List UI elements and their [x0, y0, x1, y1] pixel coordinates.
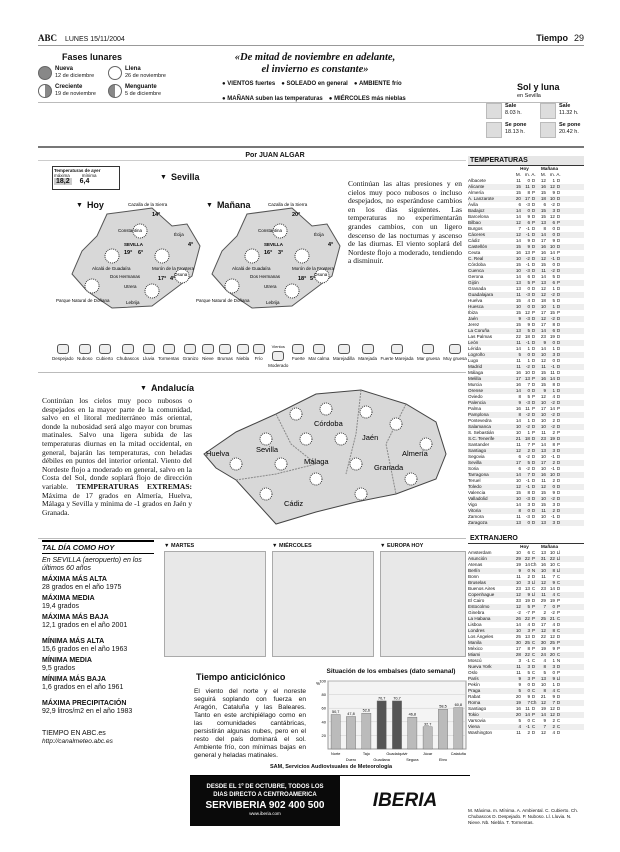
wind-moderate-icon: [272, 351, 284, 361]
extranjero-row: Berlín 9 0 N 10 8 Ll: [468, 568, 584, 574]
reservoir-chart: [312, 668, 470, 774]
temps-row: Barcelona 14 9 D 15 12 D: [468, 214, 561, 219]
chart-bar: [454, 708, 463, 749]
x-category-label: Guadiana: [373, 758, 390, 762]
bar-value-label: 50,7: [331, 710, 340, 715]
phase-name: Creciente: [55, 84, 83, 90]
svg-text:Écija: Écija: [314, 232, 324, 237]
x-category-label: Júcar: [423, 752, 433, 756]
showers-icon: [122, 344, 134, 354]
svg-text:Parque Natural de Doñana: Parque Natural de Doñana: [196, 298, 250, 303]
temps-row: Badajoz 14 0 D 15 3 D: [468, 208, 584, 214]
extranjero-row: La Habana 26 22 P 25 21 C: [468, 616, 584, 622]
bar-value-label: 58,5: [439, 704, 447, 709]
extranjero-row: Praga 5 0 C 8 4 C: [468, 688, 584, 694]
temps-row: Palencia 9 -3 D 10 -2 D: [468, 400, 584, 406]
legend-marejadilla: Marejadilla: [333, 344, 355, 368]
svg-text:Morón de la Frontera: Morón de la Frontera: [292, 266, 335, 271]
svg-text:Osuna: Osuna: [174, 272, 188, 277]
svg-text:Cazalla de la Sierra: Cazalla de la Sierra: [268, 202, 308, 207]
extranjero-row: Moscú 3 -1 C 4 1 N: [468, 658, 561, 663]
new-moon-icon: [38, 66, 52, 80]
city-cadiz: Cádiz: [284, 499, 304, 508]
chart-bar: [331, 715, 340, 749]
extranjero-row: Varsovia 5 0 C 9 2 C: [468, 718, 561, 723]
first-quarter-moon-icon: [38, 84, 52, 98]
temps-row: Alicante 15 11 D 16 12 D: [468, 184, 584, 190]
x-category-label: Norte: [331, 752, 341, 756]
extranjero-row: Estocolmo 12 5 P 7 0 P: [468, 604, 584, 610]
temps-row: Vigo 14 3 D 15 3 D: [468, 502, 561, 507]
svg-text:Lebrija: Lebrija: [126, 300, 140, 305]
svg-text:19°: 19°: [124, 250, 133, 256]
temps-row: Toledo 12 -1 D 12 0 D: [468, 484, 584, 490]
section-divider: [38, 146, 584, 148]
extranjero-row: El Cairo 33 19 D 29 19 P: [468, 598, 561, 603]
temps-row: Gerona 14 6 D 14 5 D: [468, 274, 561, 279]
legend-fuerte-marejada: Fuerte Marejada: [380, 344, 413, 368]
temps-row: Orense 14 0 D 9 1 D: [468, 388, 584, 394]
extranjero-row: Viena 4 -1 C 7 2 C: [468, 724, 584, 730]
extranjero-row: Roma 19 7 Ch 12 7 D: [468, 700, 584, 706]
phase-date: 12 de diciembre: [55, 73, 95, 79]
chart-svg: [312, 675, 470, 771]
iberia-logo: IBERIA: [372, 789, 438, 811]
history-panel: TAL DÍA COMO HOY En SEVILLA (aeropuerto) en los últimos 60 años MÁXIMA MÁS ALTA 28 grados en el año 1975 MÁXIMA MEDIA 19,4 grados MÁXIMA MÁS BAJA 12,1 grados en el año 2001 MÍNIMA MÁS ALTA 15,6 grados en el año 1963 MÍNIMA MEDIA 9,5 grados MÍNIMA MÁS BAJA 1,6 grados en el año 1961 MÁXIMA PRECIPITACIÓN 92,9 litros/m2 en el año 1983 TIEMPO EN ABC.es http://canalmeteo.abc.es: [42, 540, 154, 746]
extranjero-row: Amsterdam 10 6 C 13 10 Ll: [468, 550, 561, 555]
bar-value-label: 47,8: [347, 711, 355, 716]
martes-title: ▼ MARTES: [164, 543, 195, 549]
city-almeria: Almería: [402, 449, 428, 458]
svg-text:20°: 20°: [292, 212, 301, 218]
svg-text:SEVILLA: SEVILLA: [124, 242, 144, 247]
sea-light-icon: [338, 344, 350, 354]
phase-name: Llena: [125, 66, 141, 72]
svg-text:17°: 17°: [158, 276, 167, 282]
x-category-label: Ebro: [438, 758, 448, 762]
full-moon-icon: [108, 66, 122, 80]
svg-text:5°: 5°: [310, 276, 316, 282]
fog-icon: [237, 344, 249, 354]
svg-text:SEVILLA: SEVILLA: [264, 242, 284, 247]
legend-frio: Frío: [253, 344, 265, 368]
miercoles-map: [272, 551, 374, 657]
temps-row: Jerez 15 9 D 17 8 D: [468, 322, 561, 327]
temps-row: Ávila 6 -3 D 6 -2 D: [468, 202, 561, 207]
legend-moderado: Vientos Moderado: [268, 344, 289, 368]
extranjero-row: Buenos Aires 23 13 C 23 14 D: [468, 586, 561, 591]
andalucia-map: [196, 384, 462, 538]
today-label: ▼ Hoy: [76, 200, 104, 210]
svg-text:18°: 18°: [298, 276, 307, 282]
y-tick-label: 60: [321, 705, 326, 711]
x-category-label: Tajo: [362, 752, 370, 756]
temps-row: Cádiz 14 9 D 17 9 D: [468, 238, 561, 243]
byline: Por JUAN ALGAR: [245, 152, 305, 159]
sea-calm-icon: [313, 344, 325, 354]
andalucia-title: ▼ Andalucía: [140, 383, 194, 393]
extranjero-row: Tokio 20 14 P 14 12 D: [468, 712, 584, 718]
temps-row: Albacete 11 0 D 12 1 D: [468, 178, 561, 183]
extranjero-row: París 9 3 P 13 9 Ll: [468, 676, 584, 682]
temps-row: Huelva 15 4 D 18 5 D: [468, 298, 561, 303]
svg-text:Parque Natural de Doñana: Parque Natural de Doñana: [56, 298, 110, 303]
sunset-icon: [486, 122, 502, 138]
svg-text:4°: 4°: [188, 242, 194, 248]
sunrise-box: Sale 8.03 h.: [486, 103, 534, 119]
moon-phase-menguante: [108, 84, 193, 98]
extranjero-row: México 17 8 P 19 9 P: [468, 646, 561, 651]
legend-mar-calma: Mar calma: [308, 344, 329, 368]
bar-value-label: 46,8: [408, 712, 417, 717]
phase-name: Menguante: [125, 84, 157, 90]
anticyclone-title: Tiempo anticiclónico: [196, 672, 286, 682]
svg-text:Constantina: Constantina: [118, 228, 143, 233]
legend-mar-gruesa: Mar gruesa: [417, 344, 440, 368]
sevilla-maps: [52, 196, 342, 336]
extranjero-row: Oslo 11 5 C 5 0 P: [468, 670, 561, 675]
sevilla-title: ▼ Sevilla: [160, 172, 200, 182]
web-label: TIEMPO EN ABC.es: [42, 730, 106, 737]
chart-title: Situación de los embalses (dato semanal): [326, 668, 456, 675]
temperatures-table: TEMPERATURAS Hoy Mañana M. m. A. M. m. A. Albacete 11 0 D 12 1 D Alicante 15 11 D 16 12 D Almería 15 8 P 15 9 D A. Lanzarote 20 17 D 18 10 D Ávila 6 -3 D 6 -2 D Badajoz 14 0 D 15 3 D Barcelona 14 9 D 15 12 D Bilbao 12 6 P 13 6 P Burgos 7 -1 D 8 0 D Cáceres 12 -1 D 14 0 D Cádiz 14 9 D 17 9 D Castellón 15 9 D 16 10 D Ceuta 16 13 P 16 14 P C. Real 10 -2 D 12 -1 D Córdoba 15 -1 D 15 0 D Cuenca 10 -3 D 11 -2 D Gerona 14 6 D 14 5 D Gijón 13 5 P 13 6 P Granada 13 0 D 12 1 D Guadalajara 11 -3 D 12 -2 D Huelva 15 4 D 18 5 D Huesca 10 0 D 10 1 D Ibiza 15 12 P 17 15 P Jaén 9 -3 D 12 -2 D Jerez 15 9 D 17 8 D La Coruña 13 5 D 14 6 D Las Palmas 22 18 D 23 19 D León 11 -1 D 9 0 D Lérida 14 1 D 14 1 D Logroño 5 0 D 10 3 D Lugo 11 1 D 12 0 D Madrid 11 -2 D 11 -1 D Málaga 16 10 D 15 11 D Melilla 17 13 P 16 14 D Murcia 16 7 D 15 8 D Orense 14 0 D 9 1 D Oviedo 8 5 P 12 4 D Palencia 9 -3 D 10 -2 D Palma 16 11 P 17 14 P Pamplona 8 -2 D 10 -2 D Pontevedra 14 1 D 10 2 D Salamanca 10 -2 D 10 -2 D S. Sebastián 10 1 P 11 2 P S.C. Tenerife 21 18 D 23 19 D Santander 11 7 P 14 8 P Santiago 12 2 D 13 3 D Segovia 6 -2 D 10 -1 D Sevilla 17 5 D 17 2 D Soria 6 -2 D 10 -1 D Tarragona 14 7 D 16 10 D Teruel 10 -1 D 11 2 D Toledo 12 -1 D 12 0 D Valencia 15 8 D 15 9 D Valladolid 10 -3 D 10 -2 D Vigo 14 3 D 15 3 D Vitoria 8 0 D 11 2 D Zamora 11 -3 D 10 -1 D Zaragoza 13 0 D 13 3 D EXTRANJERO Hoy Mañana Amsterdam 10 6 C 13 10 Ll Asunción 29 22 P 31 22 Ll Atenas 19 14 Ch 16 10 C Berlín 9 0 N 10 8 Ll Bonn 11 2 D 11 7 C Bruselas 10 3 Ll 12 9 C Buenos Aires 23 13 C 23 14 D Copenhague 12 9 Ll 11 4 C El Cairo 33 19 D 29 19 P Estocolmo 12 5 P 7 0 P Ginebra -2 -7 P 2 -2 P La Habana 26 22 P 25 21 C Lisboa 14 4 D 17 4 D Londres 10 3 P 12 8 C Los Ángeles 25 13 D 22 12 D Manila 30 25 C 30 25 P México 17 8 P 19 9 P Miami 28 22 C 24 20 C Moscú 3 -1 C 4 1 N Nueva York 11 3 D 8 3 D Oslo 11 5 C 5 0 P París 9 3 P 13 9 Ll Pekín 9 0 D 10 1 D Praga 5 0 C 8 4 C Rabat 20 9 D 21 9 D Roma 19 7 Ch 12 7 D Santiago 16 11 D 19 12 D Tokio 20 14 P 14 12 D Varsovia 5 0 C 9 2 C Viena 4 -1 C 7 2 C Washington 11 2 D 12 4 D: [468, 156, 584, 736]
page-header: [38, 34, 584, 46]
temps-row: Valencia 15 8 D 15 9 D: [468, 490, 561, 495]
chart-bar: [392, 701, 401, 749]
chart-bar: [438, 709, 447, 749]
temps-row: Córdoba 15 -1 D 15 0 D: [468, 262, 561, 267]
sea-rough-icon: [391, 344, 403, 354]
svg-text:Lebrija: Lebrija: [266, 300, 280, 305]
temps-col-header: M. m. A. M. m. A.: [515, 172, 561, 177]
extranjero-row: Asunción 29 22 P 31 22 Ll: [468, 556, 584, 562]
extranjero-row: Pekín 9 0 D 10 1 D: [468, 682, 561, 687]
extranjero-row: Rabat 20 9 D 21 9 D: [468, 694, 561, 699]
svg-text:Écija: Écija: [174, 232, 184, 237]
temperatures-title: TEMPERATURAS: [468, 156, 584, 166]
temps-row: Cuenca 10 -3 D 11 -2 D: [468, 268, 584, 274]
summary-bullets-row1: ● VIENTOS fuertes ● SOLEADO en general ● AMBIENTE frío: [222, 81, 402, 87]
city-cordoba: Córdoba: [314, 419, 343, 428]
partly-cloudy-icon: [79, 344, 91, 354]
temps-row: S.C. Tenerife 21 18 D 23 19 D: [468, 436, 584, 442]
temps-row: Logroño 5 0 D 10 3 D: [468, 352, 584, 358]
legend-chubascos: Chubascos: [117, 344, 140, 368]
legend-muy-gruesa: Muy gruesa: [443, 344, 467, 368]
temps-row: Zamora 11 -3 D 10 -1 D: [468, 514, 561, 519]
yesterday-temps-box: Temperaturas de ayer máxima mínima 18,2 6,4: [52, 166, 120, 190]
temps-row: Ceuta 16 13 P 16 14 P: [468, 250, 561, 255]
temps-row: Huesca 10 0 D 10 1 D: [468, 304, 584, 310]
moonrise-box: Sale 11.32 h.: [540, 103, 588, 119]
bar-value-label: 60,8: [454, 703, 463, 708]
bar-value-label: 32,7: [423, 722, 432, 727]
temps-row: Santiago 12 2 D 13 3 D: [468, 448, 584, 454]
wind-strong-icon: [292, 344, 304, 354]
miercoles-title: ▼ MIÉRCOLES: [272, 543, 312, 549]
city-sevilla: Sevilla: [256, 445, 279, 454]
extranjero-row: Santiago 16 11 D 19 12 D: [468, 706, 561, 711]
weather-legend: [52, 344, 467, 368]
cold-icon: [253, 344, 265, 354]
temps-row: Almería 15 8 P 15 9 D: [468, 190, 561, 195]
legend-lluvia: Lluvia: [143, 344, 155, 368]
legend-nieve: Nieve: [202, 344, 214, 368]
andalucia-forecast-text: Continúan los cielos muy poco nubosos o despejados en la mayor parte de la comunidad, salvo en el litoral mediterráneo más oriental, donde la nubosidad será algo mayor con brumas matinales. Salvo una ligera subida de las temperaturas diurnas en la mitad occidental, en general, bajarán las temperaturas, con heladas débiles en puntos del interior oriental. Viento del Nordeste flojo a moderado en general, salvo en la Costa del Sol, donde soplará flojo de dirección variable. TEMPERATURAS EXTREMAS: Máxima de 17 grados en Almería, Huelva, Málaga y Sevilla y mínima de -1 grados en Jaén y Granada.: [42, 396, 192, 517]
legend-fuerte: Fuerte: [292, 344, 305, 368]
europe-map: [380, 551, 466, 657]
svg-text:Alcalá de Guadaíra: Alcalá de Guadaíra: [92, 266, 131, 271]
cloud-icon: [99, 344, 111, 354]
page-number: 29: [573, 33, 584, 43]
sea-very-rough-icon: [422, 344, 434, 354]
extranjero-row: Nueva York 11 3 D 8 3 D: [468, 664, 584, 670]
temps-row: Ibiza 15 12 P 17 15 P: [468, 310, 561, 315]
bar-value-label: 52,6: [362, 708, 371, 713]
chart-bar: [346, 716, 355, 749]
phase-date: 26 de noviembre: [125, 73, 166, 79]
svg-text:4°: 4°: [170, 276, 176, 282]
phase-date: 19 de noviembre: [55, 91, 96, 97]
temps-row: A. Lanzarote 20 17 D 18 10 D: [468, 196, 584, 202]
legend-tormentas: Tormentas: [158, 344, 179, 368]
extranjero-row: Washington 11 2 D 12 4 D: [468, 730, 561, 735]
sevilla-forecast-text: Continúan las altas presiones y en cielos muy poco nubosos o incluso despejados, no esperándose cambios en los días siguientes. Las temperaturas no experimentarán grandes cambios, con un ligero descenso de las nocturnas y ascenso de las diurnas. El viento soplará del Nordeste flojo a moderado, tendiendo a disminuir.: [348, 179, 462, 266]
temps-row: Vitoria 8 0 D 11 2 D: [468, 508, 584, 514]
x-category-label: Segura: [406, 758, 419, 762]
legend-granizo: Granizo: [183, 344, 199, 368]
chart-bar: [423, 727, 432, 749]
temps-row: Teruel 10 -1 D 11 2 D: [468, 478, 561, 483]
svg-text:Dos Hermanas: Dos Hermanas: [250, 274, 281, 279]
temps-row: Castellón 15 9 D 16 10 D: [468, 244, 584, 250]
extranjero-row: Bonn 11 2 D 11 7 C: [468, 574, 561, 579]
city-huelva: Huelva: [206, 449, 230, 458]
sea-moderate-icon: [362, 344, 374, 354]
svg-text:14°: 14°: [152, 212, 161, 218]
temps-row: Zaragoza 13 0 D 13 3 D: [468, 520, 584, 526]
legend-brumas: Brumas: [217, 344, 233, 368]
sun-icon: [57, 344, 69, 354]
temps-row: S. Sebastián 10 1 P 11 2 P: [468, 430, 561, 435]
storm-icon: [163, 344, 175, 354]
temps-row: La Coruña 13 5 D 14 6 D: [468, 328, 584, 334]
temps-row: Bilbao 12 6 P 13 6 P: [468, 220, 584, 226]
snow-icon: [202, 344, 214, 354]
temps-row: Las Palmas 22 18 D 23 19 D: [468, 334, 561, 339]
svg-text:16°: 16°: [264, 250, 273, 256]
temps-row: Oviedo 8 5 P 12 4 D: [468, 394, 561, 399]
rain-icon: [143, 344, 155, 354]
svg-text:Utrera: Utrera: [124, 284, 137, 289]
phase-name: Nueva: [55, 66, 74, 72]
extranjero-title: EXTRANJERO: [468, 534, 584, 544]
temps-row: Cáceres 12 -1 D 14 0 D: [468, 232, 584, 238]
svg-text:4°: 4°: [328, 242, 334, 248]
y-tick-label: 20: [321, 732, 326, 738]
city-malaga: Málaga: [304, 457, 329, 466]
moonset-box: Se pone 20.42 h.: [540, 122, 588, 138]
summary-bullets-row2: ● MAÑANA suben las temperaturas ● MIÉRCOLES más nieblas: [222, 96, 406, 102]
moon-phase-llena: [108, 66, 193, 80]
temps-row: Lugo 11 1 D 12 0 D: [468, 358, 561, 363]
y-tick-label: 100: [319, 678, 326, 684]
bar-value-label: 70,7: [377, 696, 386, 701]
city-granada: Granada: [374, 463, 404, 472]
sunset-box: Se pone 18.13 h.: [486, 122, 534, 138]
chart-bar: [362, 713, 371, 749]
svg-text:Morón de la Frontera: Morón de la Frontera: [152, 266, 195, 271]
europa-title: ▼ EUROPA HOY: [380, 543, 424, 549]
history-intro: En SEVILLA (aeropuerto) en los últimos 60 años: [42, 557, 142, 572]
moon-phases-title: Fases lunares: [62, 52, 123, 62]
svg-text:6°: 6°: [138, 250, 144, 256]
section-title: Tiempo: [536, 33, 569, 43]
anticyclone-text: El viento del norte y el noreste seguirá soplando con fuerza en Aragón, Cataluña y las Baleares. Tanto en este archipiélago como en las comunidades cantábricas, persistirán algunas nubes, pero en el resto del país dominará el sol. Ambiente frío, con mínimas bajas en general y heladas matinales.: [194, 688, 306, 759]
temps-row: Palma 16 11 P 17 14 P: [468, 406, 561, 411]
extranjero-row: Bruselas 10 3 Ll 12 9 C: [468, 580, 584, 586]
temps-row: Madrid 11 -2 D 11 -1 D: [468, 364, 584, 370]
credit-line: SAM, Servicios Audiovisuales de Meteorología: [269, 764, 393, 770]
hail-icon: [184, 344, 196, 354]
sunrise-icon: [486, 103, 502, 119]
svg-text:Dos Hermanas: Dos Hermanas: [110, 274, 141, 279]
chart-bar: [408, 717, 417, 749]
temps-row: Burgos 7 -1 D 8 0 D: [468, 226, 561, 231]
history-title: TAL DÍA COMO HOY: [42, 540, 154, 554]
temps-row: Melilla 17 13 P 16 14 D: [468, 376, 584, 382]
y-tick-label: 80: [321, 692, 326, 698]
legend-despejado: Despejado: [52, 344, 74, 368]
extranjero-row: Los Ángeles 25 13 D 22 12 D: [468, 634, 561, 639]
x-category-label: Cataluña: [450, 752, 466, 756]
temps-row: Santander 11 7 P 14 8 P: [468, 442, 561, 447]
tomorrow-label: ▼ Mañana: [206, 200, 251, 210]
extranjero-row: Copenhague 12 9 Ll 11 4 C: [468, 592, 584, 598]
extranjero-row: Lisboa 14 4 D 17 4 D: [468, 622, 561, 627]
temps-row: Valladolid 10 -3 D 10 -2 D: [468, 496, 584, 502]
bar-value-label: 70,7: [393, 696, 401, 701]
temps-row: Gijón 13 5 P 13 6 P: [468, 280, 584, 286]
legend-cubierto: Cubierto: [96, 344, 113, 368]
extranjero-row: Manila 30 25 C 30 25 P: [468, 640, 584, 646]
last-quarter-moon-icon: [108, 84, 122, 98]
sun-moon-title: Sol y luna: [517, 82, 560, 92]
svg-text:Osuna: Osuna: [314, 272, 328, 277]
ad-text-block: DESDE EL 1º DE OCTUBRE, TODOS LOS DIAS DIRECTO A CENTROAMERICA SERVIBERIA 902 400 500 www.iberia.com: [190, 776, 340, 826]
extranjero-row: Ginebra -2 -7 P 2 -2 P: [468, 610, 561, 615]
issue-date: LUNES 15/11/2004: [64, 36, 125, 43]
yesterday-max: 18,2: [56, 178, 70, 185]
martes-map: [164, 551, 266, 657]
extranjero-row: Atenas 19 14 Ch 16 10 C: [468, 562, 561, 567]
temps-row: Salamanca 10 -2 D 10 -2 D: [468, 424, 584, 430]
temps-row: Málaga 16 10 D 15 11 D: [468, 370, 561, 375]
legend-niebla: Niebla: [236, 344, 249, 368]
mist-icon: [219, 344, 231, 354]
temps-row: Soria 6 -2 D 10 -1 D: [468, 466, 561, 471]
temps-row: Granada 13 0 D 12 1 D: [468, 286, 561, 291]
temps-row: Segovia 6 -2 D 10 -1 D: [468, 454, 561, 459]
moonset-icon: [540, 122, 556, 138]
y-tick-label: 40: [321, 719, 326, 725]
iberia-ad[interactable]: [190, 775, 470, 825]
temps-row: Pamplona 8 -2 D 10 -2 D: [468, 412, 584, 418]
place-cazalla: Cazalla de la Sierra: [128, 202, 168, 207]
table-footnote: M. Máxima. m. Mínima. A. Ambiental. C. Cubierto. Ch. Chubascos D. Despejado. P. Nuboso. Ll. Lluvia. N. Nieve. Nb. Niebla. T. Tormentas.: [468, 808, 579, 825]
x-category-label: Guadalquivir: [386, 752, 408, 756]
city-jaen: Jaén: [362, 433, 379, 442]
temps-row: Jaén 9 -3 D 12 -2 D: [468, 316, 584, 322]
temps-row: C. Real 10 -2 D 12 -1 D: [468, 256, 584, 262]
extremes-label: TEMPERATURAS EXTREMAS:: [76, 481, 192, 491]
svg-text:Constantina: Constantina: [258, 228, 283, 233]
moonrise-icon: [540, 103, 556, 119]
temps-row: Tarragona 14 7 D 16 10 D: [468, 472, 584, 478]
svg-text:3°: 3°: [278, 250, 284, 256]
svg-text:Utrera: Utrera: [264, 284, 277, 289]
extranjero-row: Miami 28 22 C 24 20 C: [468, 652, 584, 658]
temps-row: Sevilla 17 5 D 17 2 D: [468, 460, 584, 466]
temps-row: Lérida 14 1 D 14 1 D: [468, 346, 561, 351]
temps-row: León 11 -1 D 9 0 D: [468, 340, 584, 346]
x-category-label: Duero: [345, 758, 357, 762]
svg-text:Alcalá de Guadaíra: Alcalá de Guadaíra: [232, 266, 271, 271]
web-link[interactable]: http://canalmeteo.abc.es: [42, 738, 113, 745]
phase-date: 5 de diciembre: [125, 91, 162, 97]
y-axis-label: %: [316, 681, 321, 686]
yesterday-min: 6,4: [79, 178, 90, 185]
headline-quote: «De mitad de noviembre en adelante, el invierno es constante»: [234, 52, 396, 75]
brand-logo: ABC: [38, 33, 58, 43]
temps-row: Pontevedra 14 1 D 10 2 D: [468, 418, 561, 423]
chart-bar: [377, 701, 386, 749]
sea-high-icon: [449, 344, 461, 354]
sun-moon-subtitle: en Sevilla: [517, 93, 541, 99]
legend-marejada: Marejada: [358, 344, 377, 368]
legend-nuboso: Nuboso: [77, 344, 93, 368]
temps-row: Guadalajara 11 -3 D 12 -2 D: [468, 292, 584, 298]
extranjero-row: Londres 10 3 P 12 8 C: [468, 628, 584, 634]
temps-row: Murcia 16 7 D 15 8 D: [468, 382, 561, 387]
